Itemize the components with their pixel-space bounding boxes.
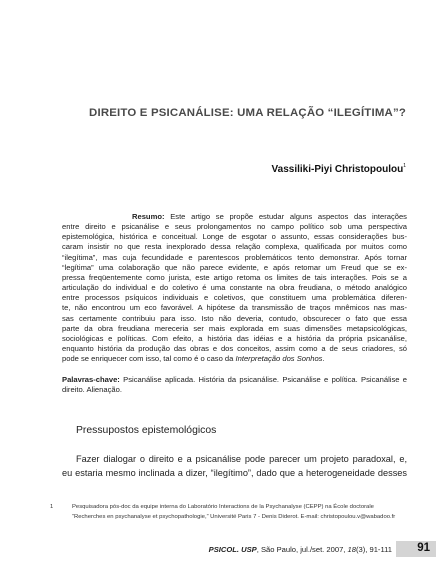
abstract	[62, 212, 407, 364]
abstract-line: entre processos psíquicos individuais e coletivos, que constituem uma problemática diferen-	[62, 293, 407, 303]
body-line: Fazer dialogar o direito e a psicanálise pode parecer um projeto paradoxal, e,	[76, 454, 407, 464]
abstract-line: enquanto história da produção das obras e dos conceitos, assim como a de seus criadores, só	[62, 344, 407, 354]
footnote-number: 1	[50, 504, 54, 510]
keywords-line: direito. Alienação.	[62, 385, 122, 395]
footnote-line: “Recherches en psychanalyse et psychopathologie,” Université Paris 7 - Denis Diderot. E-mail: christopoulou.v@wabadoo.fr	[72, 514, 396, 520]
abstract-line: Resumo: Este artigo se propõe estudar alguns aspectos das interações	[132, 212, 407, 221]
abstract-line: caram insistir no que resta inexplorado dessa relação complexa, qualificada por muitos como	[62, 242, 407, 252]
author-name: Vassiliki-Piyi Christopoulou	[271, 164, 404, 175]
abstract-line: te, não encontrou um eco favorável. A hipótese da transmissão de traços mnêmicos nas mas-	[62, 303, 407, 313]
abstract-line: entre direito e psicanálise e seus prolongamentos no campo político sob uma perspectiva	[62, 222, 407, 232]
author-footnote-marker: 1	[403, 163, 406, 169]
article-title: DIREITO E PSICANÁLISE: UMA RELAÇÃO “ILEGÍTIMA”?	[89, 107, 406, 119]
abstract-line: parte da obra freudiana mereceria ser mais explorada em suas dimensões metapsicológicas,	[62, 323, 407, 333]
abstract-line: pressa freqüentemente como jurista, este artigo retoma os limites de tais interações. Pois se a	[62, 272, 407, 282]
abstract-line: “ilegítima”, mas cuja fecundidade e parentescos problemáticos tento demonstrar. Após tornar	[62, 252, 407, 262]
body-line: eu estaria mesmo inclinada a dizer, “ilegítimo”, dado que a heterogeneidade desses	[62, 468, 407, 478]
keywords-label: Palavras-chave:	[62, 375, 120, 384]
keywords	[62, 375, 407, 395]
abstract-line: “legítima” uma colaboração que não parece evidente, e após retomar um Freud que se ex-	[62, 262, 407, 272]
abstract-line: sas certamente contribuiu para isso. Isto não deveria, contudo, obscurecer o fato que essa	[62, 313, 407, 323]
keywords-line: Palavras-chave: Psicanálise aplicada. História da psicanálise. Psicanálise e política. Psicanálise e	[62, 375, 407, 384]
abstract-line: articulação do individual e do coletivo é uma constante na obra freudiana, o método analógico	[62, 283, 407, 293]
page-number: 91	[417, 542, 430, 554]
footnote-line: Pesquisadora pós-doc da equipe interna do Laboratório Interactions de la Psychanalyse (CEPP) na École doctorale	[72, 504, 374, 510]
page-number-box	[396, 541, 436, 557]
journal-citation: PSICOL. USP, São Paulo, jul./set. 2007, 18(3), 91-111	[208, 545, 392, 554]
body-paragraph	[62, 452, 407, 480]
abstract-line: epistemológica, histórica e conceitual. Longe de esgotar o assunto, essas considerações bus-	[62, 232, 407, 242]
article-author	[272, 163, 406, 175]
section-heading: Pressupostos epistemológicos	[76, 425, 217, 436]
abstract-label: Resumo:	[132, 212, 165, 221]
abstract-line: pode se enriquecer com isso, tal como é o caso da Interpretação dos Sonhos.	[62, 354, 325, 364]
journal-name: PSICOL. USP	[208, 545, 257, 554]
journal-volume: 18	[347, 545, 356, 554]
cited-work-title: Interpretação dos Sonhos	[235, 354, 323, 364]
abstract-line: sociológicas e políticas. Com efeito, a história das idéias e a história da própria psicanálise,	[62, 333, 407, 343]
